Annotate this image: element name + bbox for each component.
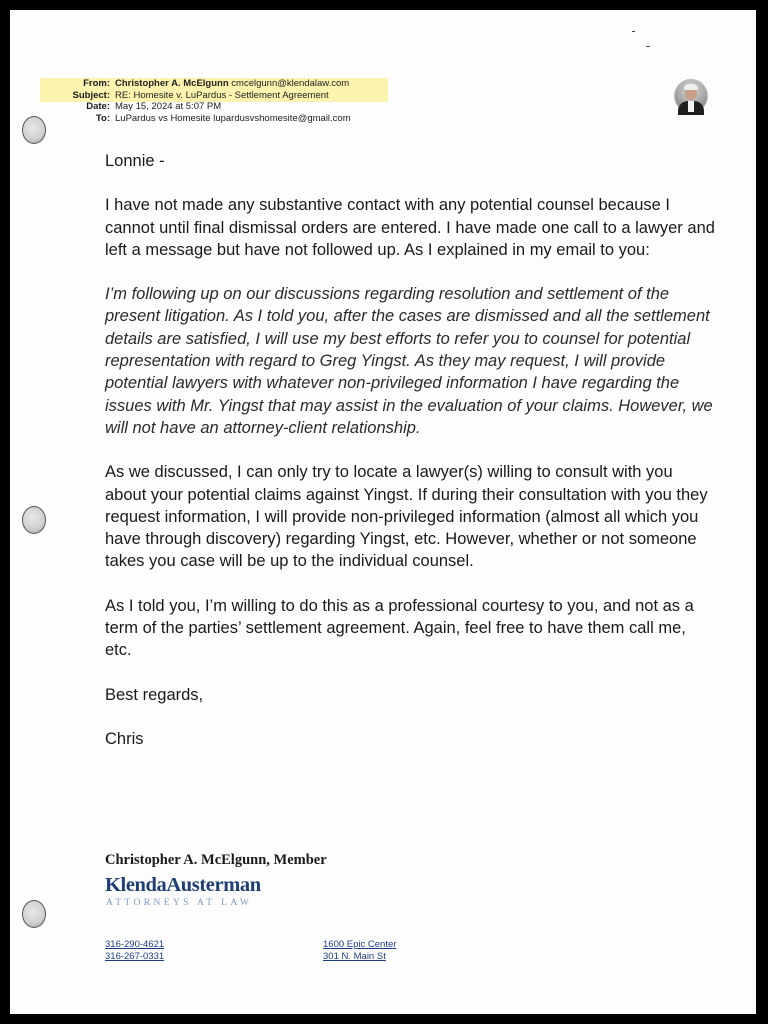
email-body <box>105 150 715 750</box>
signoff: Chris <box>105 729 144 748</box>
binder-hole <box>22 900 46 928</box>
scan-speck <box>646 46 650 47</box>
sender-avatar <box>674 79 708 113</box>
email-printout-page <box>10 10 756 1014</box>
body-paragraph-3: As I told you, I’m willing to do this as a professional courtesy to you, and not as a term of the parties’ settlement agreement. Again, feel free to have them call me, etc. <box>105 596 694 660</box>
sender-name: Christopher A. McElgunn <box>115 78 229 89</box>
phone-1[interactable]: 316-290-4621 <box>105 939 165 950</box>
firm-tagline: ATTORNEYS AT LAW <box>106 898 253 908</box>
email-header <box>50 78 351 124</box>
date-text: May 15, 2024 at 5:07 PM <box>115 101 222 113</box>
greeting: Lonnie - <box>105 152 165 170</box>
contact-address <box>323 939 397 962</box>
address-1[interactable]: 1600 Epic Center <box>323 939 397 950</box>
phone-2[interactable]: 316-267-0331 <box>105 951 165 962</box>
binder-hole <box>22 116 46 144</box>
subject-label: Subject: <box>72 89 110 101</box>
to-label: To: <box>95 112 110 124</box>
scan-speck <box>632 31 635 32</box>
subject-text: RE: Homesite v. LuPardus - Settlement Agreement <box>115 89 329 101</box>
to-row <box>50 113 351 125</box>
quoted-paragraph: I’m following up on our discussions regarding resolution and settlement of the present litigation. As I told you, after the cases are dismissed and all the settlement details are satisfied, I will use my best efforts to refer you to counsel for potential representation with regard to Greg Yingst. As they may request, I will provide potential lawyers with whatever non-privileged information I have regarding the issues with Mr. Yingst that may assist in the evaluation of your claims. However, we will not have an attorney-client relationship. <box>105 285 713 437</box>
from-row <box>50 78 351 90</box>
signature-name: Christopher A. McElgunn, Member <box>105 852 327 868</box>
address-2[interactable]: 301 N. Main St <box>323 951 386 962</box>
closing: Best regards, <box>105 685 204 704</box>
body-paragraph-2: As we discussed, I can only try to locate a lawyer(s) willing to consult with you about your potential claims against Yingst. If during their consultation with you they request information, I will provide non-privileged information (almost all which you have through discovery) regarding Yingst, etc. However, whether or not someone takes you case will be up to the individual counsel. <box>105 463 708 571</box>
from-label: From: <box>83 78 110 89</box>
binder-hole <box>22 506 46 534</box>
contact-phones <box>105 939 165 962</box>
sender-email[interactable]: cmcelgunn@klendalaw.com <box>231 78 350 89</box>
firm-logo: KlendaAusterman <box>105 874 261 896</box>
date-row <box>50 101 351 113</box>
recipient[interactable]: LuPardus vs Homesite lupardusvshomesite@gmail.com <box>115 112 351 124</box>
body-paragraph-1: I have not made any substantive contact with any potential counsel because I cannot until final dismissal orders are entered. I have made one call to a lawyer and left a message but have not followed up. As I explained in my email to you: <box>105 196 715 259</box>
date-label: Date: <box>86 101 110 113</box>
subject-row <box>50 90 351 102</box>
